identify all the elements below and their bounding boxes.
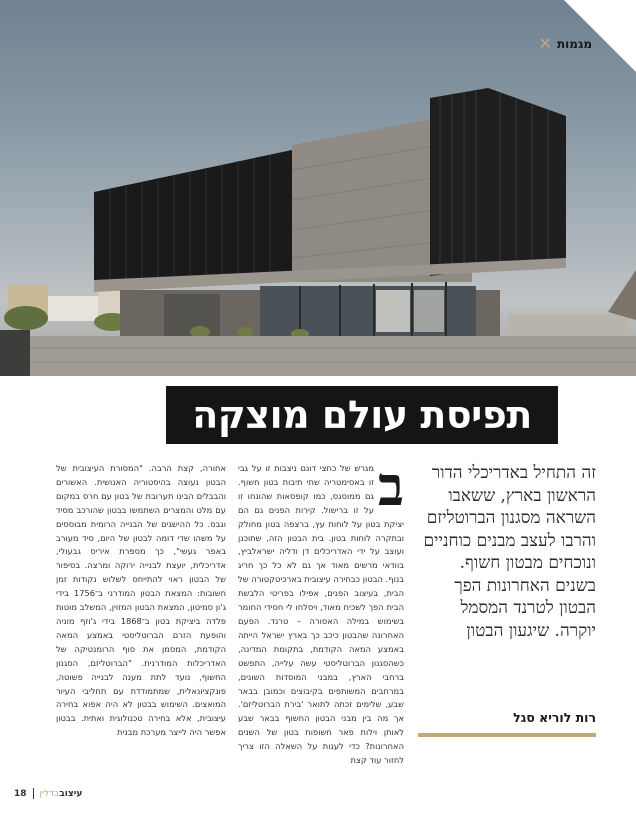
section-label: מגמות — [556, 36, 592, 51]
body-column-1 — [238, 462, 404, 768]
body-paragraph: אחורה, קצת הרבה. "המסורת העיצובית של הבטון נעוצה בהיסטוריה האנושית. האשורים והבבלים הבינו תערובת של בטון עם חרס במקום עם מלט והמצרים השתמשו בבטון שהורכב מסיד וגבס. כל ההישגים של הבנייה הרומית מבוססים על משהו שדי דומה לבטון של היום, סיד מעורב באפר געשי", כך מספרת איריס גבעולי, אדריכלית, יועצת לבנייה ירוקה ומרצה. בסיפור של הבטון ראוי להתייחס לשלוש נקודות זמן חשובות: המצאת הבטון המודרני ב־1756 בידי ג'ון סמיטון, המצאת הבטון המזוין, המשלב מוטות פלדה ביציקת בטון ב־1868 בידי ג'וזף מוניה והופעת הזרם הברוטליסטי באמצע המאה הקודמת, המסמן את סוף הרומנטיקה של האדריכלות המודרנית. "הברוטליזם, הסגנון החשוף, נועד לתת מענה לבנייה פשוטה, פונקציונאלית, שמתמודדת עם תחליבי העיור המואצים. השימוש בבטון לא היה אפוא בחירה עיצובית, אלא בחירה טכנולוגית ואתית. בבטון אפשר היה לייצר מערכת מבנית — [56, 463, 226, 738]
article-headline: תפיסת עולם מוצקה — [192, 393, 532, 437]
drop-cap: ב — [377, 462, 404, 518]
bg-building — [48, 296, 98, 321]
magazine-name-main: עיצוב — [59, 788, 83, 799]
body-paragraph: מגרש של כחצי דונם ניצבות זו על גבי זו באסימטריה שתי תיבות בטון חשוף. גם ממוסגס, כמו קופסאות שהונחו זו על זו ברישול. קירות הפנים גם הם יציקת בטון על לוחות עץ, ברצפה בטון מחולק ובתקרה לוחות בטון. בית הבטון הזה, שתוכנן ועוצב על ידי האדריכלים דן ודליה ישראלביץ, בוודאי מרשים מאוד אך גם לא כל כך חריג בנוף. הבטון כבחירה עיצובית בארכיטקטורה של הבית, בעיצוב הפנים, אפילו בפריטי הלבשת הבית הפך לשכיח מאוד, ויסלחו לי חסידי החומר בשימוש במילה האסורה – טרנד. הפעם האחרונה שהבטון כיכב כך בארץ ישראל הייתה באמצע המאה הקודמת, בתקומת המדינה, כשהסגנון הברוטליסטי עשה עלייה, התפשט ברחבי הארץ, במבני המוסדות השונים, במרחבים המשותפים בקיבוצים וכמובן בבאר שבע, שלימים זכתה לתואר 'בירת הברוטליזם'. אך מה בין מבני הבטון החשוף בבאר שבע לאותן וילות פאר חשופות בטון של השנים האחרונות? כדי לענות על השאלה הזו צריך לחזור עוד קצת — [238, 463, 404, 766]
tree — [4, 306, 48, 330]
body-column-2 — [56, 462, 226, 768]
section-tag — [539, 34, 592, 53]
footer-separator — [33, 788, 34, 799]
article-intro: זה התחיל באדריכלי הדור הראשון בארץ, ששאבו השראה מסגנון הברוטליזם והרבו לעצב מבנים כוחניים ונוכחים מבטון חשוף. בשנים האחרונות הפך הבטון לטרנד המסמל יוקרה. שיגעון הבטון — [423, 463, 596, 641]
black-slat-volume-left — [94, 150, 292, 280]
window-reflection — [376, 290, 410, 332]
boundary-wall — [30, 336, 636, 376]
author-byline: רות לוריא סגל — [513, 710, 596, 725]
window-reflection — [414, 290, 444, 332]
x-mark-icon: ✕ — [538, 34, 552, 53]
page-footer — [14, 788, 82, 799]
magazine-name-suffix: בדלין — [39, 788, 60, 799]
bg-structure — [608, 270, 636, 320]
black-slat-volume-right — [430, 88, 566, 276]
headline-banner — [166, 386, 558, 444]
magazine-name — [40, 789, 83, 799]
bg-building — [508, 314, 628, 338]
plant — [237, 327, 253, 337]
page-number: 18 — [14, 788, 27, 799]
gate — [0, 330, 30, 376]
hero-photo — [0, 0, 636, 376]
concrete-house-illustration — [0, 0, 636, 376]
byline-divider — [418, 733, 596, 737]
